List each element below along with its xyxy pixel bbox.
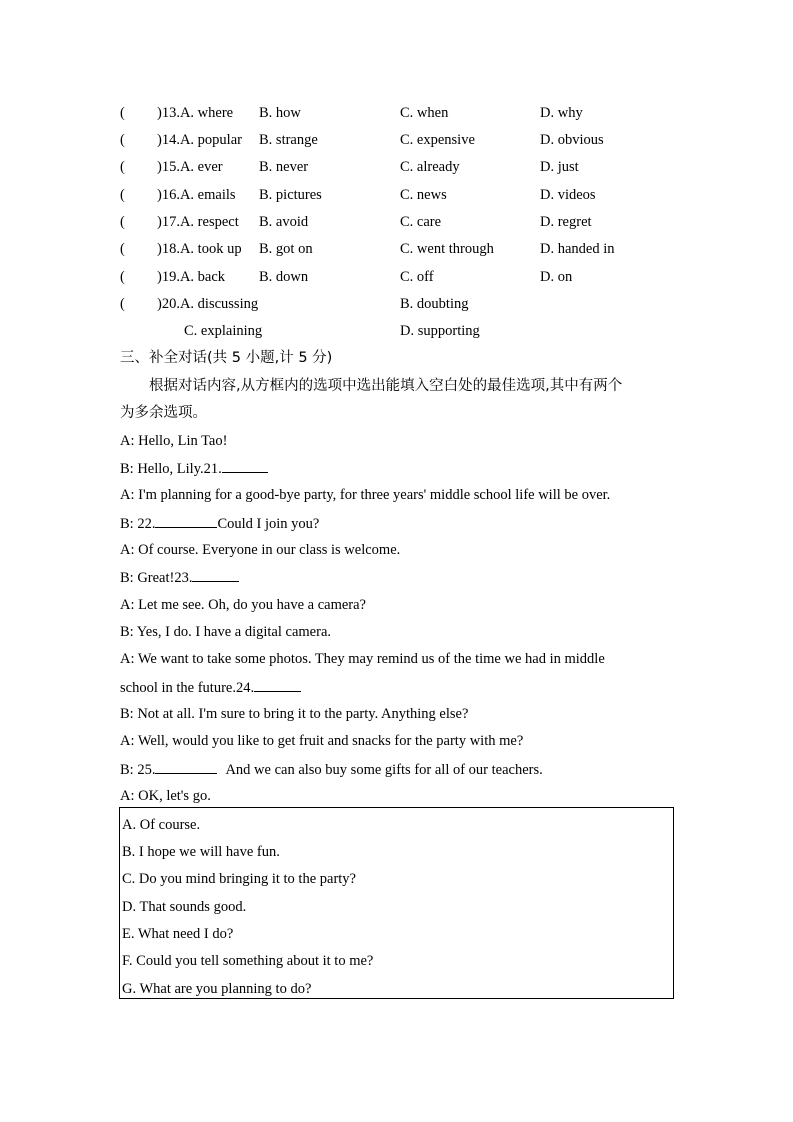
dialogue-line: A: I'm planning for a good-bye party, for three years' middle school life will be over. [120,487,611,503]
dialogue-text: And we can also buy some gifts for all of our teachers. [225,762,543,778]
option-d: D. handed in [540,241,615,257]
option-b: B. doubting [400,296,469,312]
answer-paren: ( [120,241,125,257]
option-d: D. just [540,159,579,175]
option-a: )15.A. ever [157,159,223,175]
option-a: )19.A. back [157,269,226,285]
option-c: C. already [400,159,460,175]
answer-blank-23[interactable] [192,567,239,582]
option-c: C. explaining [184,323,263,339]
answer-paren: ( [120,296,125,312]
dialogue-line [120,677,301,698]
option-a: )14.A. popular [157,132,242,148]
question-14 [0,130,793,150]
option-c: C. went through [400,241,494,257]
dialogue-line: A: Let me see. Oh, do you have a camera? [120,597,366,613]
option-a: )20.A. discussing [157,296,259,312]
answer-blank-25[interactable] [155,759,217,774]
answer-paren: ( [120,214,125,230]
dialogue-text: B: 22. [120,516,156,532]
answer-paren: ( [120,105,125,121]
answer-paren: ( [120,159,125,175]
option-d: D. videos [540,187,596,203]
question-18 [0,239,793,259]
answer-blank-22[interactable] [155,513,217,528]
option-b: B. avoid [259,214,309,230]
dialogue-text: school in the future.24. [120,680,255,696]
option-item: E. What need I do? [122,926,234,942]
option-b: B. never [259,159,309,175]
option-item: C. Do you mind bringing it to the party? [122,871,356,887]
option-d: D. why [540,105,583,121]
option-item: A. Of course. [122,817,201,833]
dialogue-line: A: OK, let's go. [120,788,211,804]
question-20 [0,294,793,314]
dialogue-line: A: Well, would you like to get fruit and snacks for the party with me? [120,733,524,749]
option-a: )13.A. where [157,105,234,121]
option-item: F. Could you tell something about it to me? [122,953,374,969]
dialogue-line [120,513,319,534]
option-b: B. strange [259,132,318,148]
dialogue-line [120,458,268,479]
answer-paren: ( [120,187,125,203]
dialogue-line: B: Yes, I do. I have a digital camera. [120,624,332,640]
dialogue-line: A: Hello, Lin Tao! [120,433,228,449]
option-item: B. I hope we will have fun. [122,844,280,860]
section-heading: 三、补全对话(共 5 小题,计 5 分) [120,350,333,366]
section-instruction-1: 根据对话内容,从方框内的选项中选出能填入空白处的最佳选项,其中有两个 [149,378,623,394]
question-15 [0,157,793,177]
answer-paren: ( [120,132,125,148]
option-c: C. off [400,269,434,285]
question-20-row2 [0,321,793,341]
dialogue-text: B: Hello, Lily.21. [120,461,222,477]
option-item: D. That sounds good. [122,899,247,915]
section-instruction-2: 为多余选项。 [120,405,207,421]
answer-paren: ( [120,269,125,285]
option-d: D. obvious [540,132,604,148]
dialogue-line [120,759,543,780]
dialogue-line: A: We want to take some photos. They may remind us of the time we had in middle [120,651,605,667]
option-d: D. regret [540,214,592,230]
question-13 [0,103,793,123]
answer-blank-21[interactable] [222,458,268,473]
answer-blank-24[interactable] [254,677,301,692]
option-c: C. expensive [400,132,475,148]
option-d: D. on [540,269,573,285]
dialogue-line [120,567,239,588]
question-19 [0,267,793,287]
option-a: )16.A. emails [157,187,236,203]
option-b: B. got on [259,241,313,257]
option-item: G. What are you planning to do? [122,981,312,997]
option-d: D. supporting [400,323,480,339]
dialogue-line: A: Of course. Everyone in our class is welcome. [120,542,401,558]
dialogue-text: B: Great!23. [120,570,193,586]
option-c: C. news [400,187,447,203]
option-c: C. when [400,105,449,121]
option-c: C. care [400,214,442,230]
option-a: )18.A. took up [157,241,242,257]
option-b: B. pictures [259,187,322,203]
option-b: B. down [259,269,309,285]
option-a: )17.A. respect [157,214,239,230]
question-16 [0,185,793,205]
dialogue-text: B: 25. [120,762,156,778]
dialogue-line: B: Not at all. I'm sure to bring it to the party. Anything else? [120,706,469,722]
options-box [119,807,674,999]
option-b: B. how [259,105,301,121]
question-17 [0,212,793,232]
dialogue-text: Could I join you? [217,516,320,532]
